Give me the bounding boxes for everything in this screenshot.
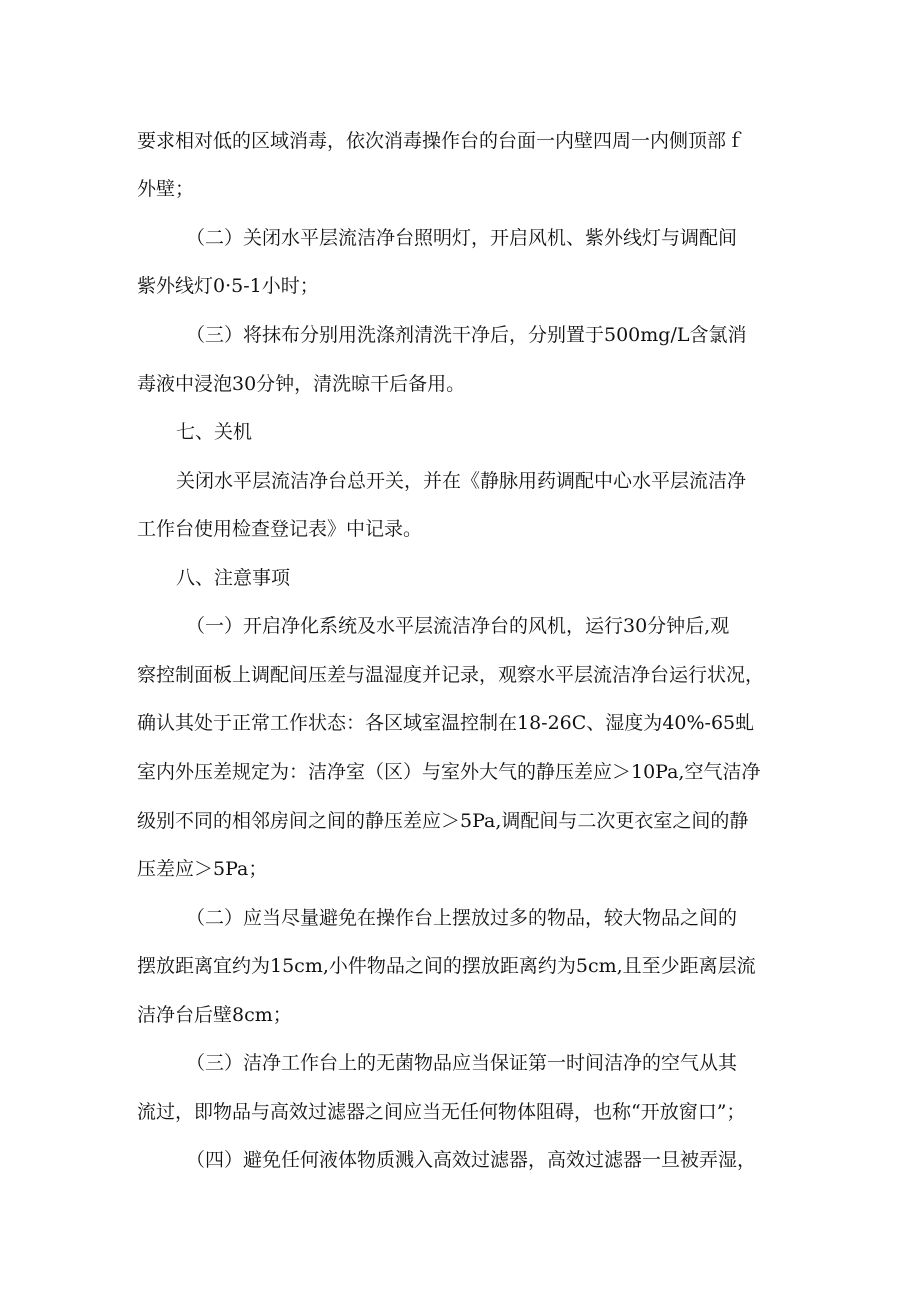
text-line-3: （二）关闭水平层流洁净台照明灯，开启风机、紫外线灯与调配间 (186, 227, 738, 249)
text-line-22: （四）避免任何液体物质溅入高效过滤器，高效过滤器一旦被弄湿， (186, 1149, 757, 1171)
text-line-1: 要求相对低的区域消毒，依次消毒操作台的台面一内壁四周一内侧顶部ｆ (137, 130, 746, 152)
text-line-6: 毒液中浸泡30分钟，清洗晾干后备用。 (137, 373, 466, 395)
text-line-19: 洁净台后壁8cm； (137, 1004, 292, 1026)
text-line-2: 外壁； (137, 178, 195, 200)
text-line-18: 摆放距离宜约为15cm,小件物品之间的摆放距离约为5cm,且至少距离层流 (137, 955, 756, 977)
section-heading-shutdown: 七、关机 (176, 421, 253, 443)
section-heading-precautions: 八、注意事项 (176, 567, 291, 589)
text-line-11: （一）开启净化系统及水平层流洁净台的风机，运行30分钟后,观 (186, 615, 730, 637)
text-line-16: 压差应＞5Pa； (137, 858, 268, 880)
text-line-8: 关闭水平层流洁净台总开关，并在《静脉用药调配中心水平层流洁净 (176, 470, 747, 492)
text-line-14: 室内外压差规定为：洁净室（区）与室外大气的静压差应＞10Pa,空气洁净 (137, 761, 761, 783)
text-line-12: 察控制面板上调配间压差与温湿度并记录，观察水平层流洁净台运行状况， (137, 664, 765, 686)
text-line-20: （三）洁净工作台上的无菌物品应当保证第一时间洁净的空气从其 (186, 1052, 738, 1074)
text-line-15: 级别不同的相邻房间之间的静压差应＞5Pa,调配间与二次更衣室之间的静 (137, 810, 749, 832)
text-line-5: （三）将抹布分别用洗涤剂清洗干净后，分别置于500mg∕L含氯消 (186, 324, 747, 346)
text-line-21: 流过，即物品与高效过滤器之间应当无任何物体阻碍，也称“开放窗口”； (137, 1101, 746, 1123)
text-line-4: 紫外线灯0·5-1小时； (137, 275, 319, 297)
text-line-9: 工作台使用检查登记表》中记录。 (137, 518, 423, 540)
text-line-13: 确认其处于正常工作状态：各区域室温控制在18-26C、湿度为40%-65虬 (137, 712, 755, 734)
text-line-17: （二）应当尽量避免在操作台上摆放过多的物品，较大物品之间的 (186, 907, 738, 929)
